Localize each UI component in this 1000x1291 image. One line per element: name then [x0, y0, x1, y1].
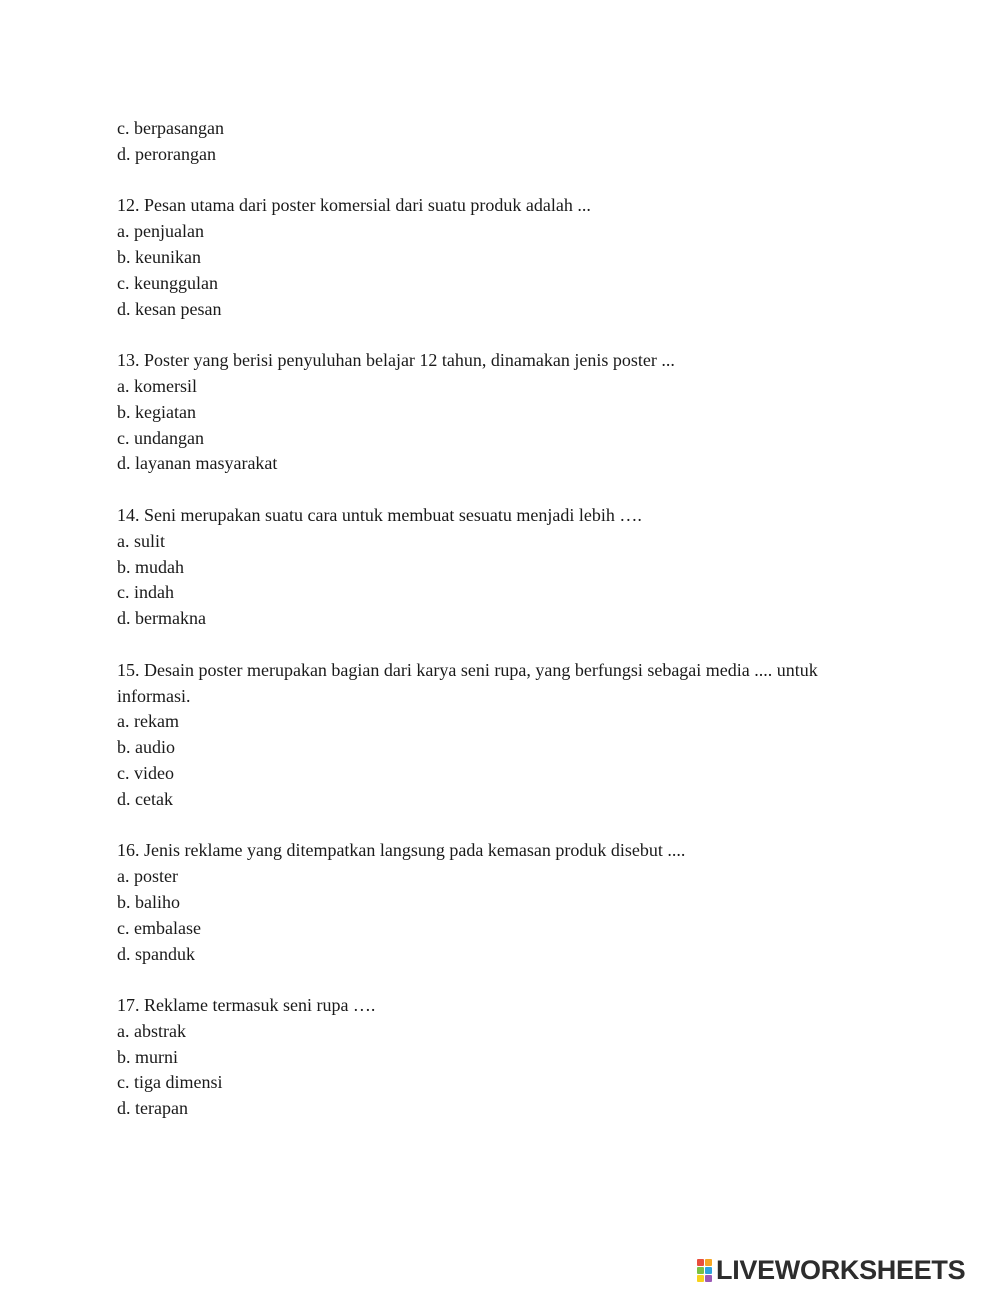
question-text: 13. Poster yang berisi penyuluhan belajar 12 tahun, dinamakan jenis poster ... — [117, 350, 675, 371]
option-a: a. abstrak — [117, 1020, 186, 1041]
option-c: c. tiga dimensi — [117, 1072, 223, 1093]
option-d: d. spanduk — [117, 943, 195, 964]
logo-mark-icon — [697, 1259, 712, 1282]
option-a: a. rekam — [117, 711, 179, 732]
option-b: b. keunikan — [117, 246, 201, 267]
worksheet-page — [117, 116, 917, 1148]
option-d: d. kesan pesan — [117, 298, 222, 319]
liveworksheets-logo — [697, 1255, 965, 1285]
option-b: b. murni — [117, 1046, 178, 1067]
option-d: d. terapan — [117, 1098, 188, 1119]
option-d: d. layanan masyarakat — [117, 453, 278, 474]
option-c: c. berpasangan — [117, 118, 224, 138]
lead-options — [117, 116, 917, 168]
question-text: 14. Seni merupakan suatu cara untuk membuat sesuatu menjadi lebih …. — [117, 504, 642, 525]
option-c: c. keunggulan — [117, 272, 218, 293]
option-a: a. komersil — [117, 375, 197, 396]
option-a: a. sulit — [117, 530, 165, 551]
option-d: d. cetak — [117, 788, 173, 809]
logo-text: LIVEWORKSHEETS — [716, 1254, 966, 1285]
option-b: b. kegiatan — [117, 401, 196, 422]
option-a: a. penjualan — [117, 221, 204, 242]
question-text: 17. Reklame termasuk seni rupa …. — [117, 995, 376, 1016]
option-b: b. baliho — [117, 891, 180, 912]
option-d: d. perorangan — [117, 143, 216, 164]
option-c: c. undangan — [117, 427, 204, 448]
question-13 — [117, 348, 917, 477]
question-15 — [117, 658, 917, 813]
question-17 — [117, 993, 917, 1122]
option-c: c. video — [117, 762, 174, 783]
option-a: a. poster — [117, 866, 178, 887]
question-text: 16. Jenis reklame yang ditempatkan langsung pada kemasan produk disebut .... — [117, 840, 686, 861]
option-d: d. bermakna — [117, 608, 206, 629]
question-12 — [117, 193, 917, 322]
option-b: b. audio — [117, 737, 175, 758]
question-16 — [117, 838, 917, 967]
option-b: b. mudah — [117, 556, 184, 577]
question-text: 15. Desain poster merupakan bagian dari karya seni rupa, yang berfungsi sebagai media .... untuk informasi. — [117, 659, 818, 706]
option-c: c. embalase — [117, 917, 201, 938]
option-c: c. indah — [117, 582, 174, 603]
question-14 — [117, 503, 917, 632]
question-text: 12. Pesan utama dari poster komersial dari suatu produk adalah ... — [117, 195, 591, 216]
